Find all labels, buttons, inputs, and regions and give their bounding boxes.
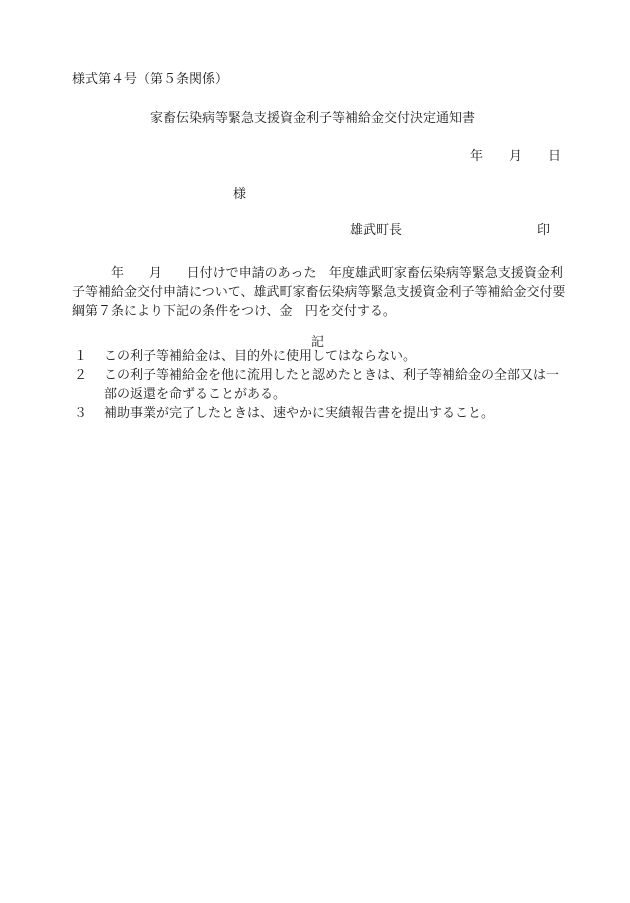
- condition-number: １: [74, 349, 88, 364]
- date-year-label: 年: [470, 149, 484, 164]
- condition-number: ２: [74, 368, 88, 383]
- body-month: 月: [148, 266, 162, 281]
- body-amount-phrase: 円を交付する。: [304, 304, 396, 319]
- issuer-name: 雄武町長: [350, 223, 403, 238]
- condition-item: [72, 366, 567, 404]
- ki-heading: 記: [311, 335, 325, 350]
- document-title: 家畜伝染病等緊急支援資金利子等補給金交付決定通知書: [150, 111, 476, 126]
- conditions-list: [72, 347, 567, 423]
- form-number: 様式第４号（第５条関係）: [72, 72, 229, 87]
- condition-item: [72, 347, 567, 366]
- condition-text: この利子等補給金を他に流用したと認めたときは、利子等補給金の全部又は一部の返還を命ずることがある。: [104, 368, 560, 402]
- body-fiscal-phrase: 年度雄武町家畜伝染病等緊急支援資金利子等補給金交付申請について、雄武町家畜伝染病等緊急支援資金利子等補給金交付要綱第７条により下記の条件をつけ、金: [72, 266, 566, 319]
- condition-item: [72, 404, 567, 423]
- condition-number: ３: [74, 406, 88, 421]
- condition-text: この利子等補給金は、目的外に使用してはならない。: [104, 349, 417, 364]
- seal-mark: 印: [537, 223, 551, 238]
- body-paragraph: [72, 264, 567, 321]
- condition-text: 補助事業が完了したときは、速やかに実績報告書を提出すること。: [104, 406, 495, 421]
- date-day-label: 日: [548, 149, 562, 164]
- body-year: 年: [111, 266, 125, 281]
- date-month-label: 月: [509, 149, 523, 164]
- date-line: [470, 150, 561, 163]
- addressee-suffix: 様: [233, 187, 247, 202]
- body-day-phrase: 日付けで申請のあった: [186, 266, 317, 281]
